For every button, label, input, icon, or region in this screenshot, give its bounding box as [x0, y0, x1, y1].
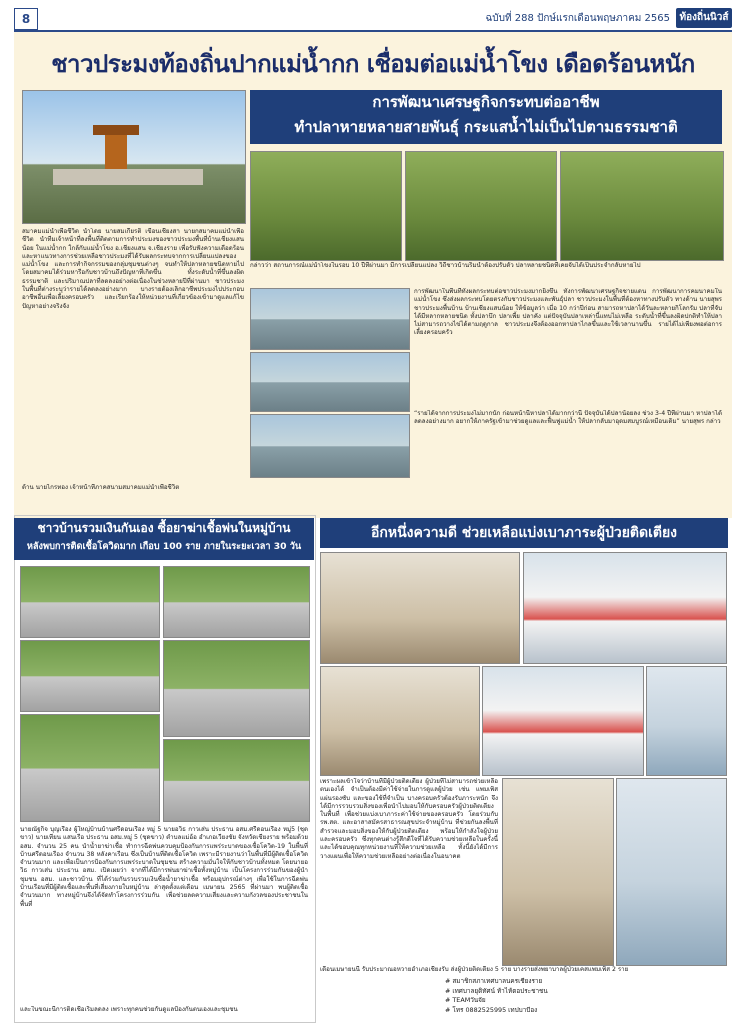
photo-fishermen-3 [560, 151, 724, 261]
photo-visit [502, 778, 614, 966]
photo-ambulance-1 [523, 552, 727, 664]
left-story-text: นายณัฐกิจ บุญเรือง ผู้ใหญ่บ้านบ้านศรีดอนเรือง หมู่ 5 นายอวิธ กาวเส่น ประธาน อสม.ศรีดอนเรือง หมู่5 (ชุดขาว) นายเทียน แสนเรือ ประธาน อสม.หมู่ 5 (ชุดขาว) ตำบลแม่อ้อ อำเภอเวียงชัย จังหวัดเชียงราย พร้อมด้วย อสม. จำนวน 25 คน นำน้ำยาฆ่าเชื้อ ทำการฉีดพ่นควบคุมป้องกันการแพร่ระบาดของเชื้อโควิด-19 ในพื้นที่ บ้านศรีดอนเรือง จำนวน 38 หลังคาเรือน ซึ่งเป็นบ้านที่ติดเชื้อโควิด เพราะมีรายงานว่าในพื้นที่มีผู้ติดเชื้อโควิดจำนวนมาก และเพื่อเป็นการป้องกันการแพร่ระบาดในชุมชน สร้างความมั่นใจให้กับชาวบ้านทั้งหมด โดยนายอวิธ กาวเส่น ประธาน อสม. เปิดเผยว่า จากที่ได้มีการพ่นยาฆ่าเชื้อทั้งหมู่บ้าน เป็นโครงการร่วมกันของผู้นำชุมชน อสม. และชาวบ้าน ที่ได้ร่วมกันรวบรวมเงินซื้อน้ำยาฆ่าเชื้อ พร้อมอุปกรณ์ต่างๆ เพื่อใช้ในการฉีดพ่นบ้านเรือนที่มีผู้ติดเชื้อและพื้นที่เสี่ยงภายในหมู่บ้าน ล่าสุดตั้งแต่เดือน เมษายน 2565 ที่ผ่านมา พบผู้ติดเชื้อจำนวนมาก ทางหมู่บ้านจึงได้จัดทำโครงการร่วมกัน เพื่อช่วยลดความเสี่ยงและความกังวลของประชาชนในพื้นที่ [20, 826, 308, 908]
right-story-caption: เดือนเมษายนนี้ รับประมาณอหวายอำเภอเชียงรับ ส่งผู้ป่วยติดเตียง 5 ราย บางรายส่งพยาบาลผู้ป่วยเคสแพมเพิส 2 ราย [320, 966, 629, 973]
photo-spray-2 [163, 566, 310, 638]
photo-donation-2 [320, 666, 480, 776]
main-col-mid-text: กล่าวว่า สถานการณ์แม่น้ำโขงในรอบ 10 ปีที่ผ่านมา มีการเปลี่ยนแปลง วิถีชาวบ้านริมน้ำต้องปรับตัว ปลาหลายชนิดที่เคยจับได้เป็นประจำกลับหายไป [250, 262, 641, 269]
photo-donation-1 [320, 552, 520, 664]
photo-river-bridge [250, 414, 410, 478]
photo-spray-worker [163, 640, 310, 737]
photo-fishermen-2 [405, 151, 557, 261]
photo-stretcher [646, 666, 727, 776]
left-headline-line-2: หลังพบการติดเชื้อโควิดมาก เกือบ 100 ราย ภายในระยะเวลา 30 วัน [26, 541, 302, 552]
photo-river-shore [250, 352, 410, 412]
main-headline: ชาวประมงท้องถิ่นปากแม่น้ำกก เชื่อมต่อแม่น้ำโขง เดือดร้อนหนัก [51, 50, 695, 78]
left-story-closing: และในขณะนี้การติดเชื้อเริ่มลดลง เพราะทุกคนช่วยกันดูแลป้องกันตนเองและชุมชน [20, 1006, 238, 1013]
main-col-right-text: การพัฒนาในพื้นที่ทั้งผลกระทบต่อชาวประมงมากยิ่งขึ้น ทั้งการพัฒนาเศรษฐกิจชายแดน การพัฒนาการคมนาคมในแม่น้ำโขง ซึ่งส่งผลกระทบโดยตรงกับชาวประมงและพันธุ์ปลา ชาวประมงในพื้นที่ต้องหาทางปรับตัว ทางด้าน นายสุพร ชาวประมงพื้นบ้าน บ้านเชียงแสนน้อย ให้ข้อมูลว่า เมื่อ 10 กว่าปีก่อน สามารถหาปลาได้วันละหลายกิโลกรัม ปลาที่จับได้มีหลากหลายชนิด ทั้งปลาบึก ปลาเพี้ย ปลาคัง แต่ปัจจุบันปลาเหล่านี้แทบไม่เหลือ ระดับน้ำที่ขึ้นลงผิดปกติทำให้ปลาไม่สามารถวางไข่ได้ตามฤดูกาล ชาวประมงจึงต้องออกหาปลาไกลขึ้นและใช้เวลานานขึ้น รายได้ไม่เพียงพอต่อการเลี้ยงครอบครัว [414, 288, 722, 337]
photo-spray-5 [163, 739, 310, 822]
photo-fishermen-1 [250, 151, 402, 261]
page-header [14, 8, 732, 32]
contact-line: # สมาชิกสภาเทศบาลนครเชียงราย [445, 977, 543, 985]
main-col-left-sign: ด้าน นายไกรทอง เจ้าหน้าที่ภาคสนามสมาคมแม่น้ำเพื่อชีวิต [22, 484, 180, 491]
contact-line: # TEAMวันจัย [445, 996, 486, 1004]
right-story-contacts [445, 977, 725, 1015]
right-story-text: เพราะผลเข้าใจว่าบ้านที่มีผู้ป่วยติดเตียง ผู้ป่วยที่ไม่สามารถช่วยเหลือตนเองได้ จำเป็นต้องมีค่าใช้จ่ายในการดูแลผู้ป่วย เช่น แพมเพิส แผ่นรองซับ และของใช้ที่จำเป็น บางครอบครัวต้องรับภาระหนัก จึงได้มีการรวบรวมสิ่งของเพื่อนำไปมอบให้กับครอบครัวผู้ป่วยติดเตียงในพื้นที่ เพื่อช่วยแบ่งเบาภาระค่าใช้จ่ายของครอบครัว โดยร่วมกับ รพ.สต. และอาสาสมัครสาธารณสุขประจำหมู่บ้าน ที่ช่วยกันลงพื้นที่สำรวจและมอบสิ่งของให้กับผู้ป่วยติดเตียง พร้อมให้กำลังใจผู้ป่วยและครอบครัว ซึ่งทุกคนต่างรู้สึกดีใจที่ได้รับความช่วยเหลือในครั้งนี้ และได้ขอบคุณทุกหน่วยงานที่ให้ความช่วยเหลือ ทั้งนี้ยังได้มีการวางแผนเพื่อให้ความช่วยเหลืออย่างต่อเนื่องในอนาคต [320, 778, 498, 860]
left-story-headline [14, 518, 314, 560]
left-headline-line-1: ชาวบ้านรวมเงินกันเอง ซื้อยาฆ่าเชื้อพ่นในหมู่บ้าน [37, 521, 291, 535]
page-number: 8 [14, 8, 38, 30]
photo-ambulance-2 [482, 666, 644, 776]
main-subhead [250, 90, 722, 144]
photo-river-tower [22, 90, 246, 224]
main-col-left-text: สมาคมแม่น้ำเพื่อชีวิต นำโดย นายสมเกียรติ เขื่อนเชียงสา นายกสมาคมแม่น้ำเพื่อชีวิต นำทีมเจ้าหน้าที่ลงพื้นที่ติดตามการทำประมงของชาวประมงพื้นที่บ้านเชียงแสนน้อย ในแม่น้ำกก ใกล้กับแม่น้ำโขง อ.เชียงแสน จ.เชียงราย เพื่อรับฟังความเดือดร้อน และหาแนวทางการช่วยเหลือชาวประมงที่ได้รับผลกระทบจากการเปลี่ยนแปลงของแม่น้ำโขง และการทำกิจกรรมของกลุ่มชุมชนต่างๆ จนทำให้ปลาหลายชนิดหายไป โดยสมาคมได้ร่วมหารือกับชาวบ้านถึงปัญหาที่เกิดขึ้น ทั้งระดับน้ำที่ขึ้นลงผิดธรรมชาติ และปริมาณปลาที่ลดลงอย่างต่อเนื่องในช่วงหลายปีที่ผ่านมา ชาวประมงในพื้นที่ต่างระบุว่ารายได้ลดลงอย่างมาก บางรายต้องเลิกอาชีพประมงไปประกอบอาชีพอื่นเพื่อเลี้ยงครอบครัว และเรียกร้องให้หน่วยงานที่เกี่ยวข้องเข้ามาดูแลแก้ไขปัญหาอย่างจริงจัง [22, 228, 244, 310]
issue-info: ฉบับที่ 288 ปักษ์แรกเดือนพฤษภาคม 2565 [485, 13, 670, 24]
photo-spray-4 [20, 714, 160, 822]
photo-spray-3 [20, 640, 160, 712]
photo-patient-bed [616, 778, 727, 966]
right-story-headline: อีกหนึ่งความดี ช่วยเหลือแบ่งเบาภาระผู้ป่วยติดเตียง [320, 518, 728, 548]
photo-river-boat [250, 288, 410, 350]
main-col-right-quote: “รายได้จากการประมงไม่มากนัก ก่อนหน้านี้หาปลาได้มากกว่านี้ ปัจจุบันได้ปลาน้อยลง ช่วง 3-4 ปีที่ผ่านมา หาปลาได้ลดลงอย่างมาก อยากให้ภาครัฐเข้ามาช่วยดูแลและฟื้นฟูแม่น้ำ ให้ปลากลับมาอุดมสมบูรณ์เหมือนเดิม” นายสุพร กล่าว [414, 410, 722, 426]
contact-line: # โทร 0882525995 เทปบาบีอง [445, 1005, 538, 1014]
contact-line: # เทศบาลยุติทัศน์ ท้าไห้ตอประชาชน [445, 986, 548, 995]
subhead-line-1: การพัฒนาเศรษฐกิจกระทบต่ออาชีพ [372, 93, 600, 111]
subhead-line-2: ทำปลาหายหลายสายพันธุ์ กระแสน้ำไม่เป็นไปตามธรรมชาติ [294, 118, 678, 136]
newspaper-logo: ท้องถิ่นนิวส์ [676, 8, 732, 28]
photo-spray-1 [20, 566, 160, 638]
